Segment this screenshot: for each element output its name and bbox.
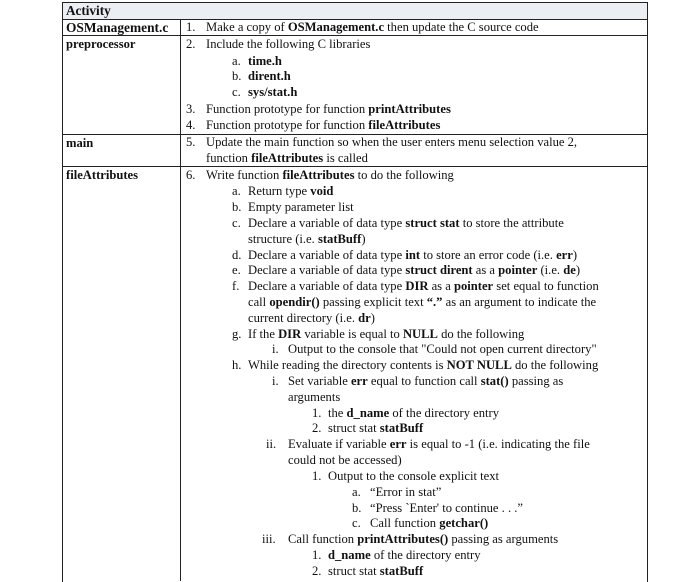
instruction-line: Function prototype for function printAttributes [206, 102, 451, 116]
instruction-line: Function prototype for function fileAttributes [206, 118, 441, 132]
instruction-line: dirent.h [248, 69, 291, 83]
list-number: 4. [186, 118, 196, 132]
list-number: i. [272, 374, 279, 388]
instruction-line: Make a copy of OSManagement.c then update the C source code [206, 20, 539, 34]
list-number: iii. [262, 532, 276, 546]
list-number: b. [232, 200, 242, 214]
list-number: g. [232, 327, 242, 341]
instruction-line: If the DIR variable is equal to NULL do the following [248, 327, 525, 341]
list-number: 2. [312, 564, 322, 578]
row-label-main: main [66, 136, 94, 150]
instruction-line: Declare a variable of data type struct dirent as a pointer (i.e. de) [248, 263, 581, 277]
instruction-line: Declare a variable of data type int to store an error code (i.e. err) [248, 248, 578, 262]
list-number: 5. [186, 135, 196, 149]
list-number: a. [232, 184, 241, 198]
list-number: b. [232, 69, 242, 83]
column-divider [180, 19, 181, 581]
list-number: 6. [186, 168, 196, 182]
instruction-line: sys/stat.h [248, 85, 298, 99]
instruction-line: function fileAttributes is called [206, 151, 368, 165]
list-number: c. [232, 85, 241, 99]
list-number: e. [232, 263, 241, 277]
instruction-line: the d_name of the directory entry [328, 406, 500, 420]
instruction-line: Output to the console that "Could not open current directory" [288, 342, 597, 356]
instruction-line: current directory (i.e. dr) [248, 311, 375, 325]
instruction-line: struct stat statBuff [328, 564, 424, 578]
instruction-line: Include the following C libraries [206, 37, 371, 51]
list-number: a. [232, 54, 241, 68]
list-number: h. [232, 358, 242, 372]
list-number: 2. [186, 37, 196, 51]
instruction-line: Call function getchar() [370, 516, 489, 530]
instruction-line: could not be accessed) [288, 453, 402, 467]
list-number: c. [352, 516, 361, 530]
list-number: 3. [186, 102, 196, 116]
rule [62, 35, 647, 36]
instruction-line: While reading the directory contents is NOT NULL do the following [248, 358, 599, 372]
row-label-fileattributes: fileAttributes [66, 168, 139, 182]
instruction-line: call opendir() passing explicit text “.” as an argument to indicate the [248, 295, 597, 309]
instruction-line: Output to the console explicit text [328, 469, 500, 483]
list-number: d. [232, 248, 242, 262]
instruction-line: Call function printAttributes() passing as arguments [288, 532, 559, 546]
instruction-line: Update the main function so when the user enters menu selection value 2, [206, 135, 578, 149]
list-number: ii. [266, 437, 277, 451]
instruction-line: arguments [288, 390, 341, 404]
instruction-line: struct stat statBuff [328, 421, 424, 435]
instruction-line: Declare a variable of data type struct stat to store the attribute [248, 216, 564, 230]
instruction-line: Declare a variable of data type DIR as a pointer set equal to function [248, 279, 599, 293]
list-number: f. [232, 279, 240, 293]
instruction-line: structure (i.e. statBuff) [248, 232, 366, 246]
instruction-line: Write function fileAttributes to do the following [206, 168, 454, 182]
list-number: a. [352, 485, 361, 499]
instruction-line: Return type void [248, 184, 334, 198]
instruction-line: “Press `Enter' to continue . . .” [370, 501, 524, 515]
list-number: 1. [312, 469, 322, 483]
row-label-preprocessor: preprocessor [66, 37, 136, 51]
list-number: 2. [312, 421, 322, 435]
instruction-line: Empty parameter list [248, 200, 354, 214]
row-label-osmanagement: OSManagement.c [66, 20, 169, 35]
table-header: Activity [66, 3, 111, 18]
list-number: 1. [312, 548, 322, 562]
list-number: 1. [312, 406, 322, 420]
list-number: 1. [186, 20, 196, 34]
rule [62, 166, 647, 167]
instruction-line: d_name of the directory entry [328, 548, 481, 562]
instruction-line: “Error in stat” [370, 485, 442, 499]
list-number: c. [232, 216, 241, 230]
list-number: i. [272, 342, 279, 356]
instruction-line: time.h [248, 54, 282, 68]
instruction-line: Set variable err equal to function call stat() passing as [288, 374, 564, 388]
instruction-line: Evaluate if variable err is equal to -1 (i.e. indicating the file [288, 437, 590, 451]
list-number: b. [352, 501, 362, 515]
